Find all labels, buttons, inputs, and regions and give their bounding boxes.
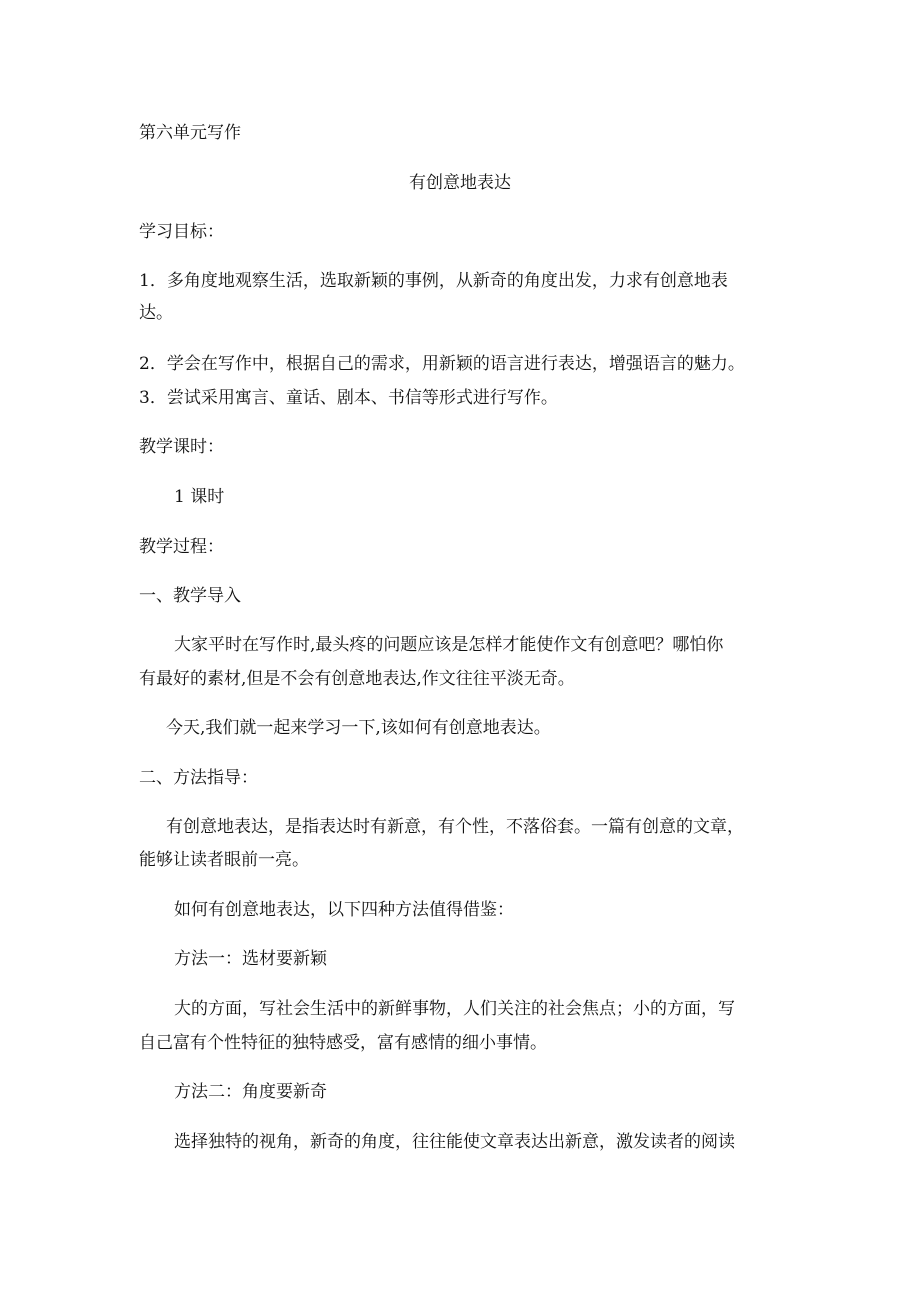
section-1-paragraph-1-line-1: 大家平时在写作时,最头疼的问题应该是怎样才能使作文有创意吧？哪怕你 xyxy=(174,635,724,655)
method-1-line-2: 自己富有个性特征的独特感受，富有感情的细小事情。 xyxy=(139,1033,547,1053)
section-2-paragraph-1-line-2: 能够让读者眼前一亮。 xyxy=(139,850,309,870)
hours-value: 1 课时 xyxy=(174,487,225,507)
method-1-heading: 方法一：选材要新颖 xyxy=(174,949,327,969)
section-2-paragraph-2: 如何有创意地表达，以下四种方法值得借鉴： xyxy=(174,900,514,920)
objective-2: 2．学会在写作中，根据自己的需求，用新颖的语言进行表达，增强语言的魅力。 xyxy=(139,354,745,374)
objective-1-line-2: 达。 xyxy=(139,303,173,323)
objective-1-line-1: 1．多角度地观察生活，选取新颖的事例，从新奇的角度出发，力求有创意地表 xyxy=(139,271,728,291)
method-2-heading: 方法二：角度要新奇 xyxy=(174,1082,327,1102)
section-1-heading: 一、教学导入 xyxy=(139,586,241,606)
section-1-paragraph-1-line-2: 有最好的素材,但是不会有创意地表达,作文往往平淡无奇。 xyxy=(139,669,575,689)
document-title: 有创意地表达 xyxy=(409,173,511,193)
hours-heading: 教学课时： xyxy=(139,437,224,457)
section-2-heading: 二、方法指导： xyxy=(139,768,258,788)
process-heading: 教学过程： xyxy=(139,537,224,557)
section-1-paragraph-2: 今天,我们就一起来学习一下,该如何有创意地表达。 xyxy=(166,718,551,738)
objective-3: 3．尝试采用寓言、童话、剧本、书信等形式进行写作。 xyxy=(139,388,558,408)
section-2-paragraph-1-line-1: 有创意地表达，是指表达时有新意，有个性，不落俗套。一篇有创意的文章， xyxy=(166,817,744,837)
objectives-heading: 学习目标： xyxy=(139,222,224,242)
document-header: 第六单元写作 xyxy=(139,123,241,143)
method-2-line-1: 选择独特的视角，新奇的角度，往往能使文章表达出新意，激发读者的阅读 xyxy=(174,1132,735,1152)
method-1-line-1: 大的方面，写社会生活中的新鲜事物，人们关注的社会焦点；小的方面，写 xyxy=(174,999,735,1019)
